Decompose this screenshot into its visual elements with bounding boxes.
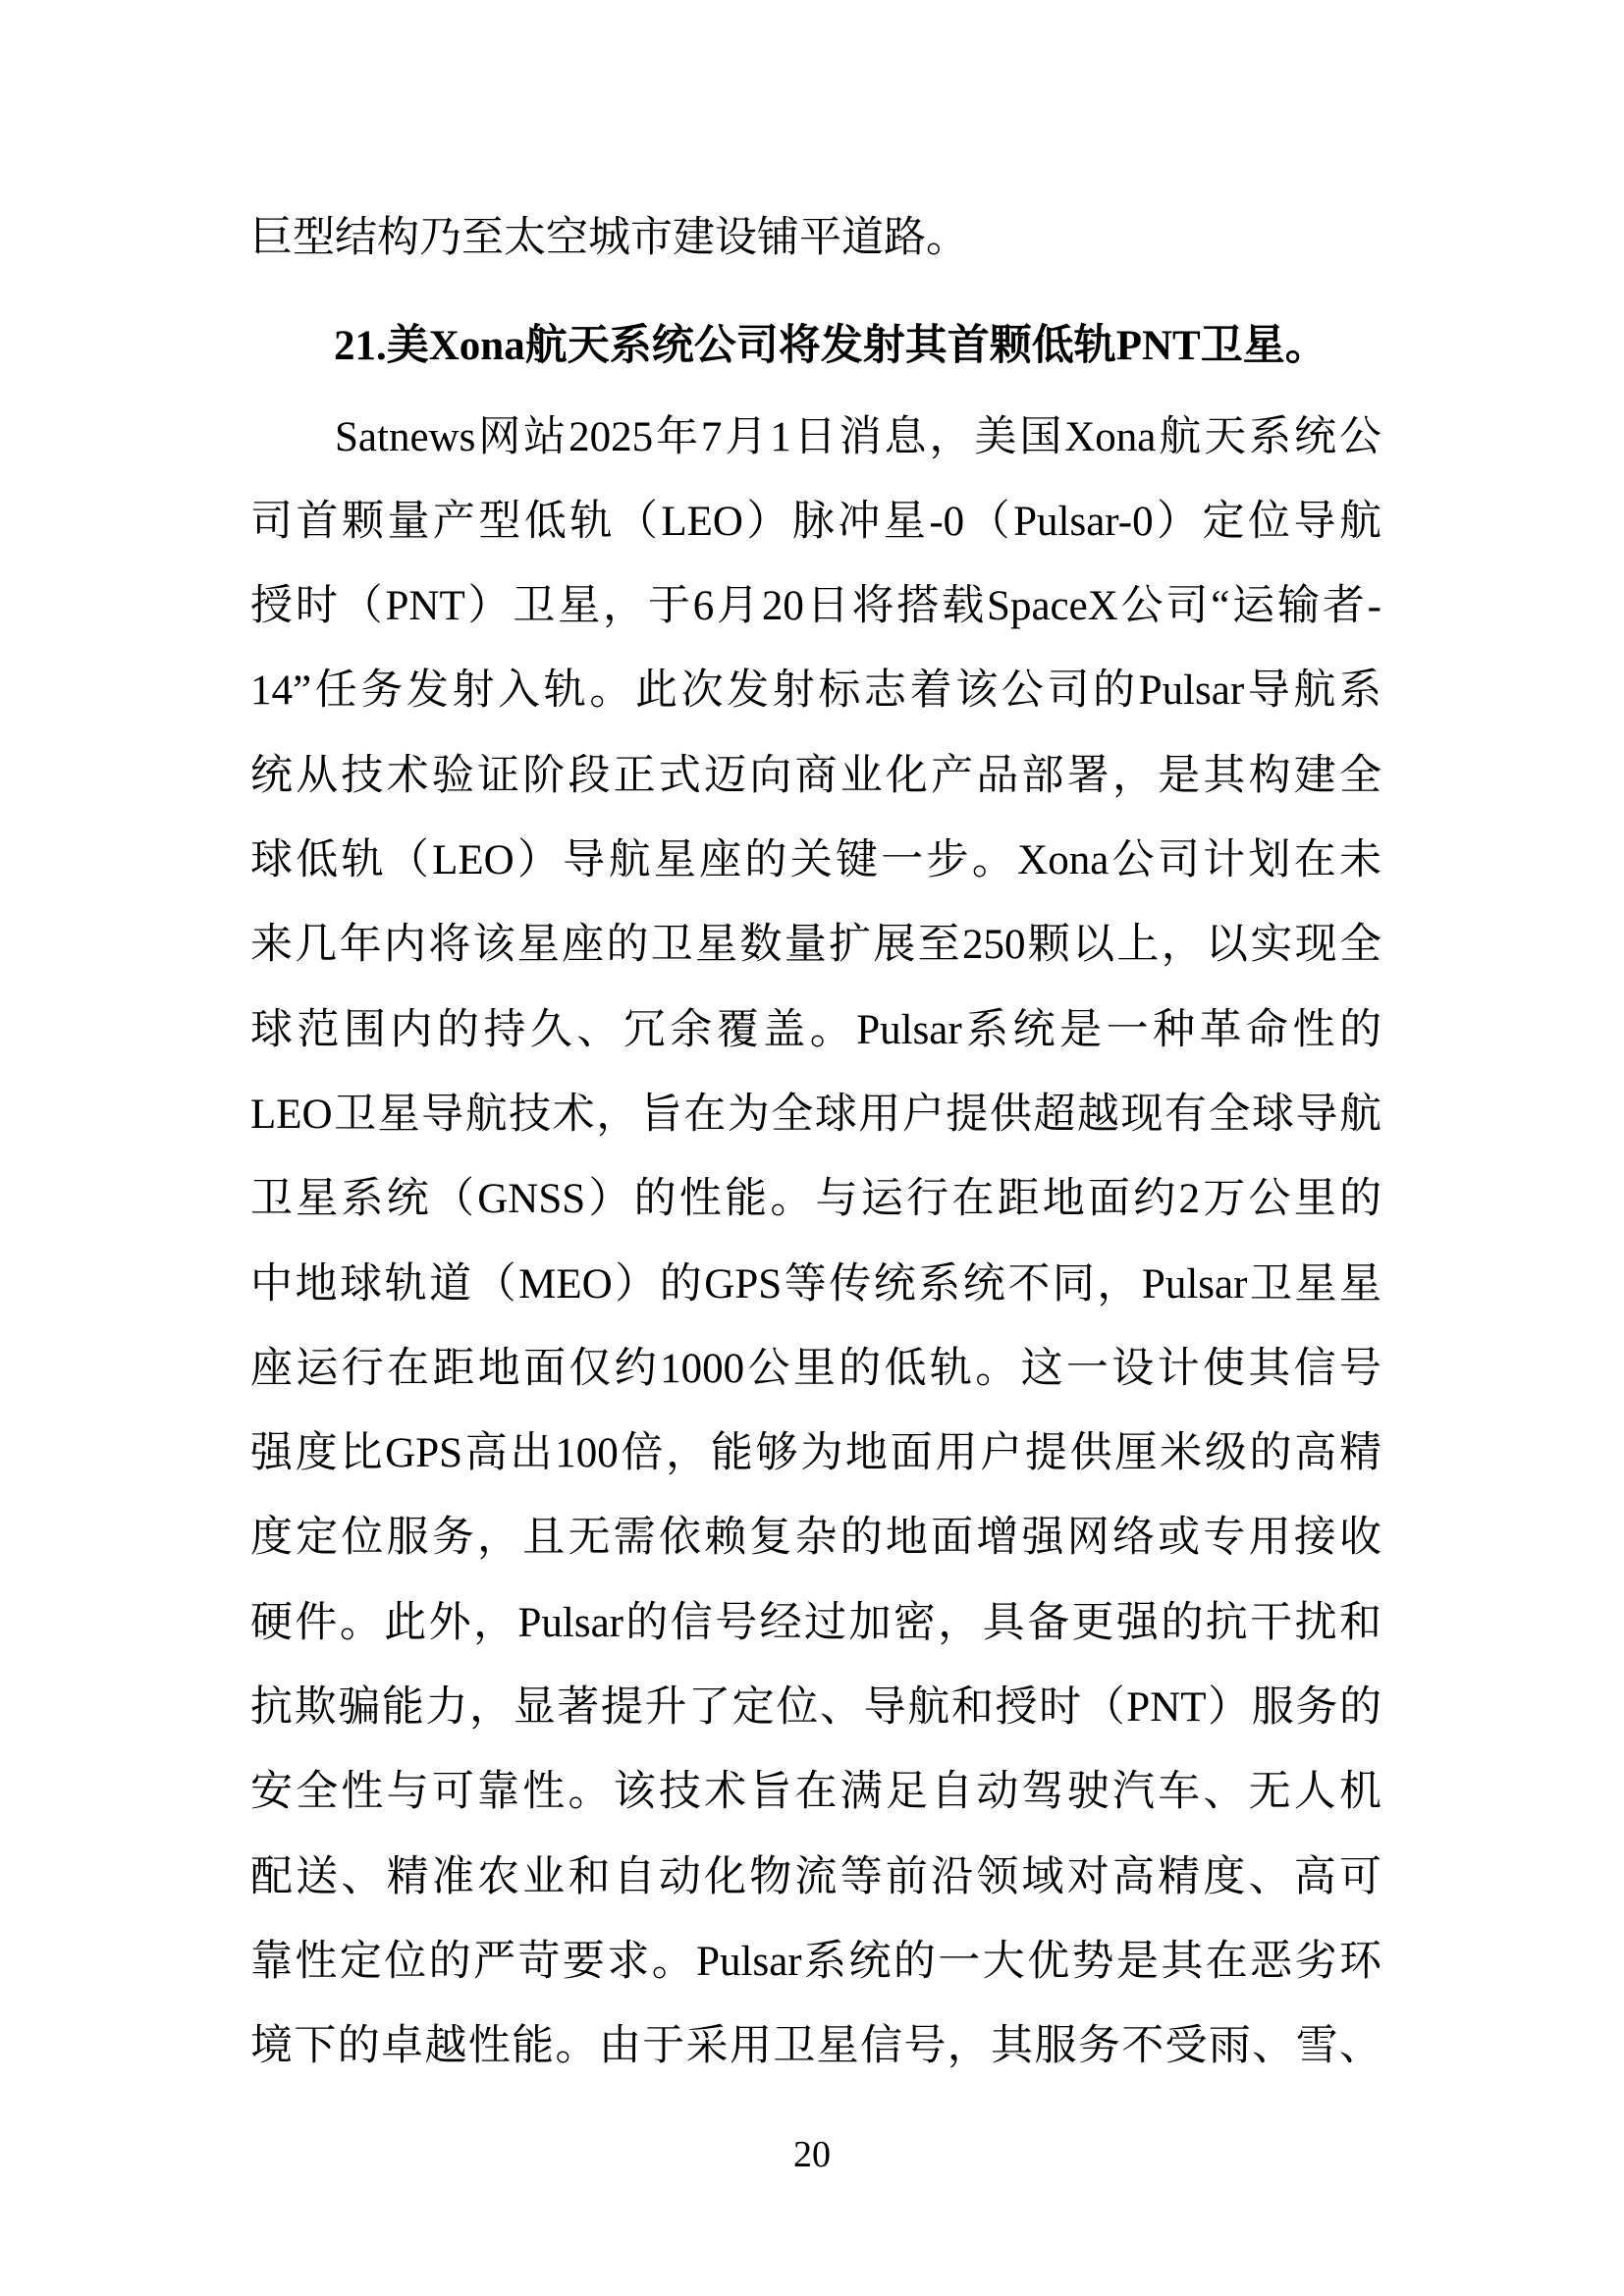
paragraph-line: 抗欺骗能力，显著提升了定位、导航和授时（PNT）服务的 — [250, 1684, 1381, 1732]
paragraph-line: 14”任务发射入轨。此次发射标志着该公司的Pulsar导航系 — [250, 667, 1381, 715]
paragraph-line: 度定位服务，且无需依赖复杂的地面增强网络或专用接收 — [250, 1515, 1381, 1562]
paragraph-line: 安全性与可靠性。该技术旨在满足自动驾驶汽车、无人机 — [250, 1769, 1381, 1816]
paragraph-line: 座运行在距地面仅约1000公里的低轨。这一设计使其信号 — [250, 1345, 1381, 1392]
paragraph-line: 强度比GPS高出100倍，能够为地面用户提供厘米级的高精 — [250, 1430, 1381, 1477]
paragraph-line: 来几年内将该星座的卫星数量扩展至250颗以上，以实现全 — [250, 922, 1381, 969]
paragraph-line: 司首颗量产型低轨（LEO）脉冲星-0（Pulsar-0）定位导航 — [250, 498, 1381, 545]
section-heading: 21.美Xona航天系统公司将发射其首颗低轨PNT卫星。 — [334, 323, 1327, 370]
paragraph-line: 硬件。此外，Pulsar的信号经过加密，具备更强的抗干扰和 — [250, 1599, 1381, 1646]
text-block — [250, 196, 1381, 2090]
paragraph-line: 境下的卓越性能。由于采用卫星信号，其服务不受雨、雪、 — [250, 2023, 1381, 2070]
paragraph-line: 授时（PNT）卫星，于6月20日将搭载SpaceX公司“运输者- — [250, 583, 1381, 630]
body-paragraph — [250, 396, 1381, 2090]
paragraph-line: 配送、精准农业和自动化物流等前沿领域对高精度、高可 — [250, 1853, 1381, 1900]
paragraph-line: 球低轨（LEO）导航星座的关键一步。Xona公司计划在未 — [250, 837, 1381, 884]
paragraph-line: LEO卫星导航技术，旨在为全球用户提供超越现有全球导航 — [250, 1091, 1381, 1138]
paragraph-line: 靠性定位的严苛要求。Pulsar系统的一大优势是其在恶劣环 — [250, 1938, 1381, 1985]
paragraph-line: Satnews网站2025年7月1日消息，美国Xona航天系统公 — [335, 413, 1381, 460]
paragraph-line: 统从技术验证阶段正式迈向商业化产品部署，是其构建全 — [250, 752, 1381, 799]
previous-paragraph-end-line: 巨型结构乃至太空城市建设铺平道路。 — [250, 215, 968, 261]
page-number: 20 — [793, 2134, 831, 2175]
paragraph-line: 球范围内的持久、冗余覆盖。Pulsar系统是一种革命性的 — [250, 1006, 1381, 1053]
paragraph-line: 卫星系统（GNSS）的性能。与运行在距地面约2万公里的 — [250, 1176, 1381, 1223]
paragraph-line: 中地球轨道（MEO）的GPS等传统系统不同，Pulsar卫星星 — [250, 1260, 1381, 1308]
